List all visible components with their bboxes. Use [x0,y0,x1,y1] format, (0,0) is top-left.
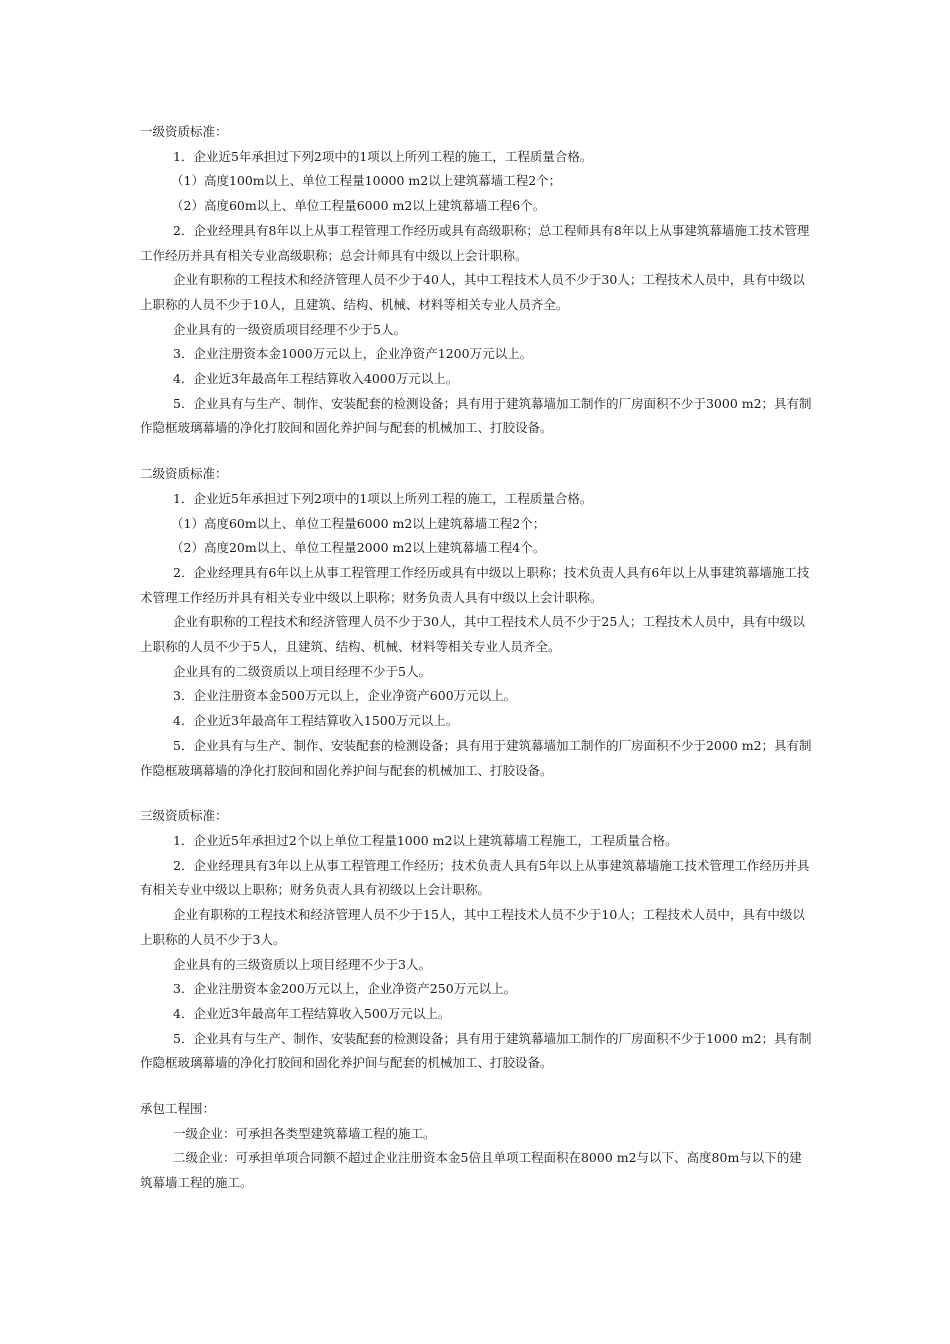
paragraph: （1）高度60m以上、单位工程量6000 m2以上建筑幕墙工程2个； [171,515,546,531]
paragraph: 2．企业经理具有8年以上从事工程管理工作经历或具有高级职称；总工程师具有8年以上从事建筑幕墙施工技术管理工作经历并具有相关专业高级职称；总会计师具有中级以上会计职称。 [140,222,810,263]
paragraph: （2）高度60m以上、单位工程量6000 m2以上建筑幕墙工程6个。 [171,198,546,214]
paragraph: 一级企业：可承担各类型建筑幕墙工程的施工。 [173,1125,436,1141]
paragraph: 4．企业近3年最高年工程结算收入4000万元以上。 [173,371,459,387]
section-heading: 一级资质标准： [140,124,228,139]
paragraph: 二级企业：可承担单项合同额不超过企业注册资本金5倍且单项工程面积在8000 m2与以下、高度80m与以下的建筑幕墙工程的施工。 [140,1150,802,1191]
paragraph: 企业有职称的工程技术和经济管理人员不少于15人，其中工程技术人员不少于10人；工程技术人员中，具有中级以上职称的人员不少于3人。 [140,907,805,947]
document-body [140,120,812,1196]
paragraph: 3．企业注册资本金200万元以上，企业净资产250万元以上。 [173,981,517,997]
section-contract-scope [140,1097,812,1196]
section-heading: 承包工程围： [140,1101,216,1117]
section-grade-1 [140,120,812,441]
paragraph: 3．企业注册资本金500万元以上，企业净资产600万元以上。 [173,688,517,704]
paragraph: 4．企业近3年最高年工程结算收入500万元以上。 [173,1005,451,1021]
paragraph: 1．企业近5年承担过2个以上单位工程量1000 m2以上建筑幕墙工程施工，工程质量合格。 [173,832,678,848]
paragraph: 2．企业经理具有6年以上从事工程管理工作经历或具有中级以上职称；技术负责人具有6年以上从事建筑幕墙施工技术管理工作经历并具有相关专业中级以上职称；财务负责人具有中级以上会计职称。 [140,564,810,605]
paragraph: 企业具有的三级资质以上项目经理不少于3人。 [173,956,431,972]
paragraph: （2）高度20m以上、单位工程量2000 m2以上建筑幕墙工程4个。 [171,540,546,556]
section-heading: 二级资质标准： [140,466,228,482]
paragraph: 2．企业经理具有3年以上从事工程管理工作经历；技术负责人具有5年以上从事建筑幕墙施工技术管理工作经历并具有相关专业中级以上职称；财务负责人具有初级以上会计职称。 [140,857,810,898]
paragraph: 5．企业具有与生产、制作、安装配套的检测设备；具有用于建筑幕墙加工制作的厂房面积不少于1000 m2；具有制作隐框玻璃幕墙的净化打胶间和固化养护间与配套的机械加工、打胶设备。 [140,1030,812,1071]
paragraph: 3．企业注册资本金1000万元以上，企业净资产1200万元以上。 [173,346,533,362]
paragraph: 企业有职称的工程技术和经济管理人员不少于30人，其中工程技术人员不少于25人；工程技术人员中，具有中级以上职称的人员不少于5人，且建筑、结构、机械、材料等相关专业人员齐全。 [140,614,805,655]
paragraph: 4．企业近3年最高年工程结算收入1500万元以上。 [173,713,459,729]
paragraph: 1．企业近5年承担过下列2项中的1项以上所列工程的施工，工程质量合格。 [173,148,593,164]
paragraph: 5．企业具有与生产、制作、安装配套的检测设备；具有用于建筑幕墙加工制作的厂房面积不少于3000 m2；具有制作隐框玻璃幕墙的净化打胶间和固化养护间与配套的机械加工、打胶设备。 [140,395,812,436]
section-grade-3 [140,804,812,1076]
paragraph: 5．企业具有与生产、制作、安装配套的检测设备；具有用于建筑幕墙加工制作的厂房面积不少于2000 m2；具有制作隐框玻璃幕墙的净化打胶间和固化养护间与配套的机械加工、打胶设备。 [140,737,812,778]
section-grade-2 [140,462,812,783]
paragraph: 企业具有的一级资质项目经理不少于5人。 [173,321,406,337]
paragraph: 1．企业近5年承担过下列2项中的1项以上所列工程的施工，工程质量合格。 [173,490,593,506]
section-heading: 三级资质标准： [140,808,228,824]
paragraph: 企业有职称的工程技术和经济管理人员不少于40人，其中工程技术人员不少于30人；工程技术人员中，具有中级以上职称的人员不少于10人，且建筑、结构、机械、材料等相关专业人员齐全。 [140,272,805,312]
paragraph: 企业具有的二级资质以上项目经理不少于5人。 [173,663,431,679]
paragraph: （1）高度100m以上、单位工程量10000 m2以上建筑幕墙工程2个； [171,173,562,189]
